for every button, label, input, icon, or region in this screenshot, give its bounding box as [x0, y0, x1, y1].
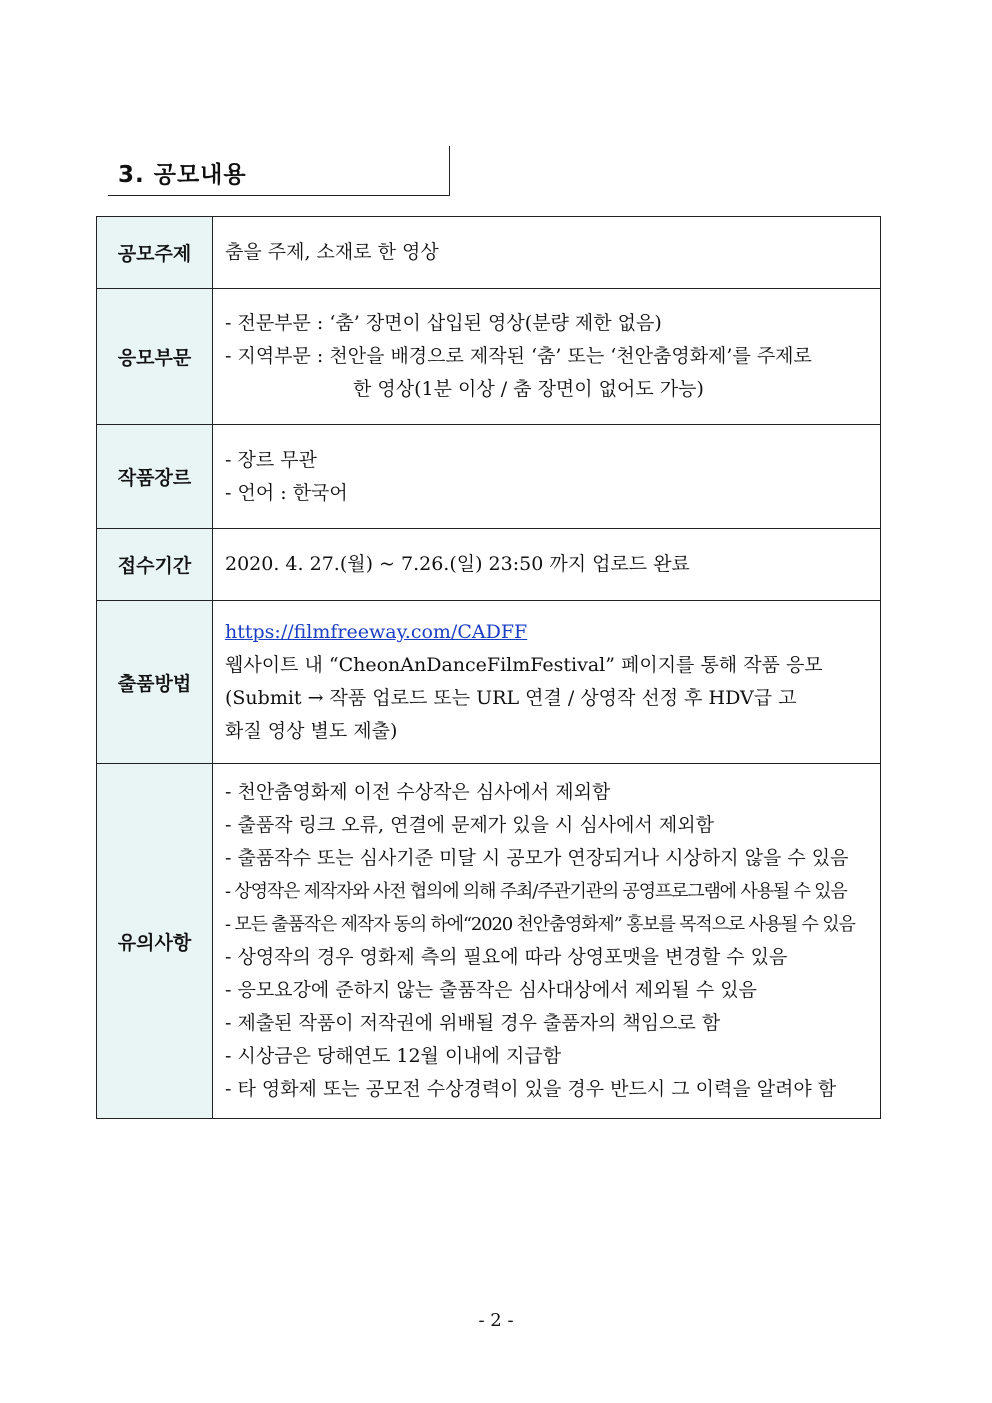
list-item: - 언어 : 한국어: [225, 481, 348, 504]
list-item: - 전문부문 : ‘춤’ 장면이 삽입된 영상(분량 제한 없음): [225, 312, 662, 334]
section-title: 3. 공모내용: [118, 162, 247, 188]
list-item: - 장르 무관: [225, 448, 317, 471]
row-label-category: 응모부문: [97, 289, 213, 425]
list-item: - 응모요강에 준하지 않는 출품작은 심사대상에서 제외될 수 있음: [225, 979, 757, 1001]
contest-info-table: [96, 216, 881, 1119]
row-content-period: [213, 529, 881, 601]
list-item: 웹사이트 내 “CheonAnDanceFilmFestival” 페이지를 통해 작품 응모: [225, 654, 823, 676]
row-content-notes: [213, 764, 881, 1119]
row-label-method: 출품방법: [97, 601, 213, 764]
list-item: (Submit → 작품 업로드 또는 URL 연결 / 상영작 선정 후 HDV급 고: [225, 687, 797, 709]
list-item: 화질 영상 별도 제출): [225, 720, 398, 742]
table-row: [97, 764, 881, 1119]
topic-text: 춤을 주제, 소재로 한 영상: [225, 241, 439, 263]
period-text: 2020. 4. 27.(월) ~ 7.26.(일) 23:50 까지 업로드 완료: [225, 553, 690, 575]
row-content-category: [213, 289, 881, 425]
list-item: - 출품작수 또는 심사기준 미달 시 공모가 연장되거나 시상하지 않을 수 있음: [225, 847, 849, 869]
list-item: - 지역부문 : 천안을 배경으로 제작된 ‘춤’ 또는 ‘천안춤영화제’를 주제로: [225, 345, 812, 367]
list-item: - 타 영화제 또는 공모전 수상경력이 있을 경우 반드시 그 이력을 알려야 함: [225, 1078, 837, 1100]
table-row: [97, 601, 881, 764]
list-item: - 제출된 작품이 저작권에 위배될 경우 출품자의 책임으로 함: [225, 1012, 721, 1034]
list-item: - 상영작은 제작자와 사전 협의에 의해 주최/주관기관의 공영프로그램에 사용될 수 있음: [225, 881, 847, 902]
table-row: [97, 529, 881, 601]
page-number: - 2 -: [478, 1310, 514, 1331]
row-content-topic: [213, 217, 881, 289]
table-row: [97, 217, 881, 289]
row-label-period: 접수기간: [97, 529, 213, 601]
filmfreeway-link[interactable]: https://filmfreeway.com/CADFF: [225, 621, 528, 643]
list-item: 한 영상(1분 이상 / 춤 장면이 없어도 가능): [353, 378, 704, 400]
table-row: [97, 289, 881, 425]
list-item: - 모든 출품작은 제작자 동의 하에“2020 천안춤영화제” 홍보를 목적으로 사용될 수 있음: [225, 914, 855, 935]
list-item: - 출품작 링크 오류, 연결에 문제가 있을 시 심사에서 제외함: [225, 814, 714, 836]
table-row: [97, 425, 881, 529]
row-label-notes: 유의사항: [97, 764, 213, 1119]
list-item: - 시상금은 당해연도 12월 이내에 지급함: [225, 1045, 562, 1067]
row-label-topic: 공모주제: [97, 217, 213, 289]
list-item: - 상영작의 경우 영화제 측의 필요에 따라 상영포맷을 변경할 수 있음: [225, 946, 788, 968]
list-item: - 천안춤영화제 이전 수상작은 심사에서 제외함: [225, 781, 611, 803]
row-content-method: [213, 601, 881, 764]
row-content-genre: [213, 425, 881, 529]
section-heading: [108, 146, 450, 196]
row-label-genre: 작품장르: [97, 425, 213, 529]
